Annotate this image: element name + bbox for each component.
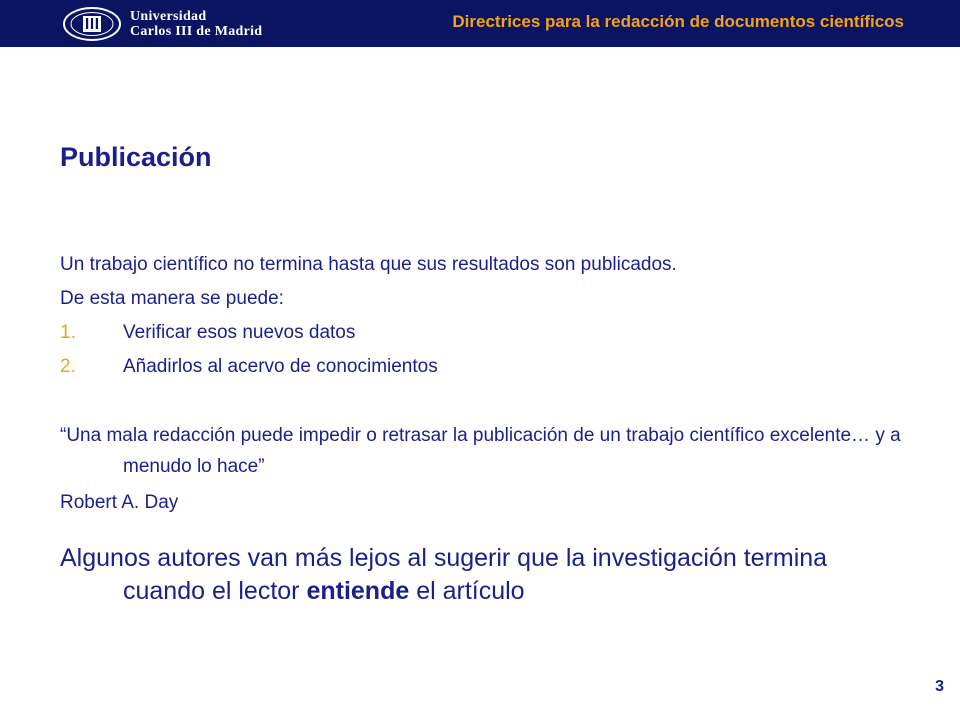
header-bar <box>0 0 960 47</box>
slide-body <box>60 248 910 608</box>
university-name-line1: Universidad <box>130 9 207 24</box>
closing-statement-start: Algunos autores van más lejos al sugerir que la investigación termina cuando el lector <box>60 544 828 605</box>
closing-statement-end: el artículo <box>409 577 525 605</box>
list-number: 1. <box>60 322 76 343</box>
list-item-text: Añadirlos al acervo de conocimientos <box>123 356 438 377</box>
university-seal-icon <box>62 6 122 42</box>
emphasized-word: entiende <box>306 577 410 605</box>
university-name-line2: Carlos III de Madrid <box>130 24 263 39</box>
closing-statement <box>60 542 910 608</box>
university-name <box>130 9 262 39</box>
header-title: Directrices para la redacción de documentos científicos <box>452 12 904 31</box>
quote-author: Robert A. Day <box>60 492 179 513</box>
list-number: 2. <box>60 356 76 377</box>
university-logo <box>62 6 262 42</box>
list-item-text: Verificar esos nuevos datos <box>123 322 356 343</box>
page-number: 3 <box>935 678 944 695</box>
list-item <box>60 316 910 350</box>
quote-text: “Una mala redacción puede impedir o retrasar la publicación de un trabajo científico excelente… y a menudo lo hace” <box>60 425 901 477</box>
lead-text: De esta manera se puede: <box>60 288 284 309</box>
list-item <box>60 350 910 384</box>
slide-title: Publicación <box>60 142 212 172</box>
intro-text: Un trabajo científico no termina hasta que sus resultados son publicados. <box>60 254 677 275</box>
